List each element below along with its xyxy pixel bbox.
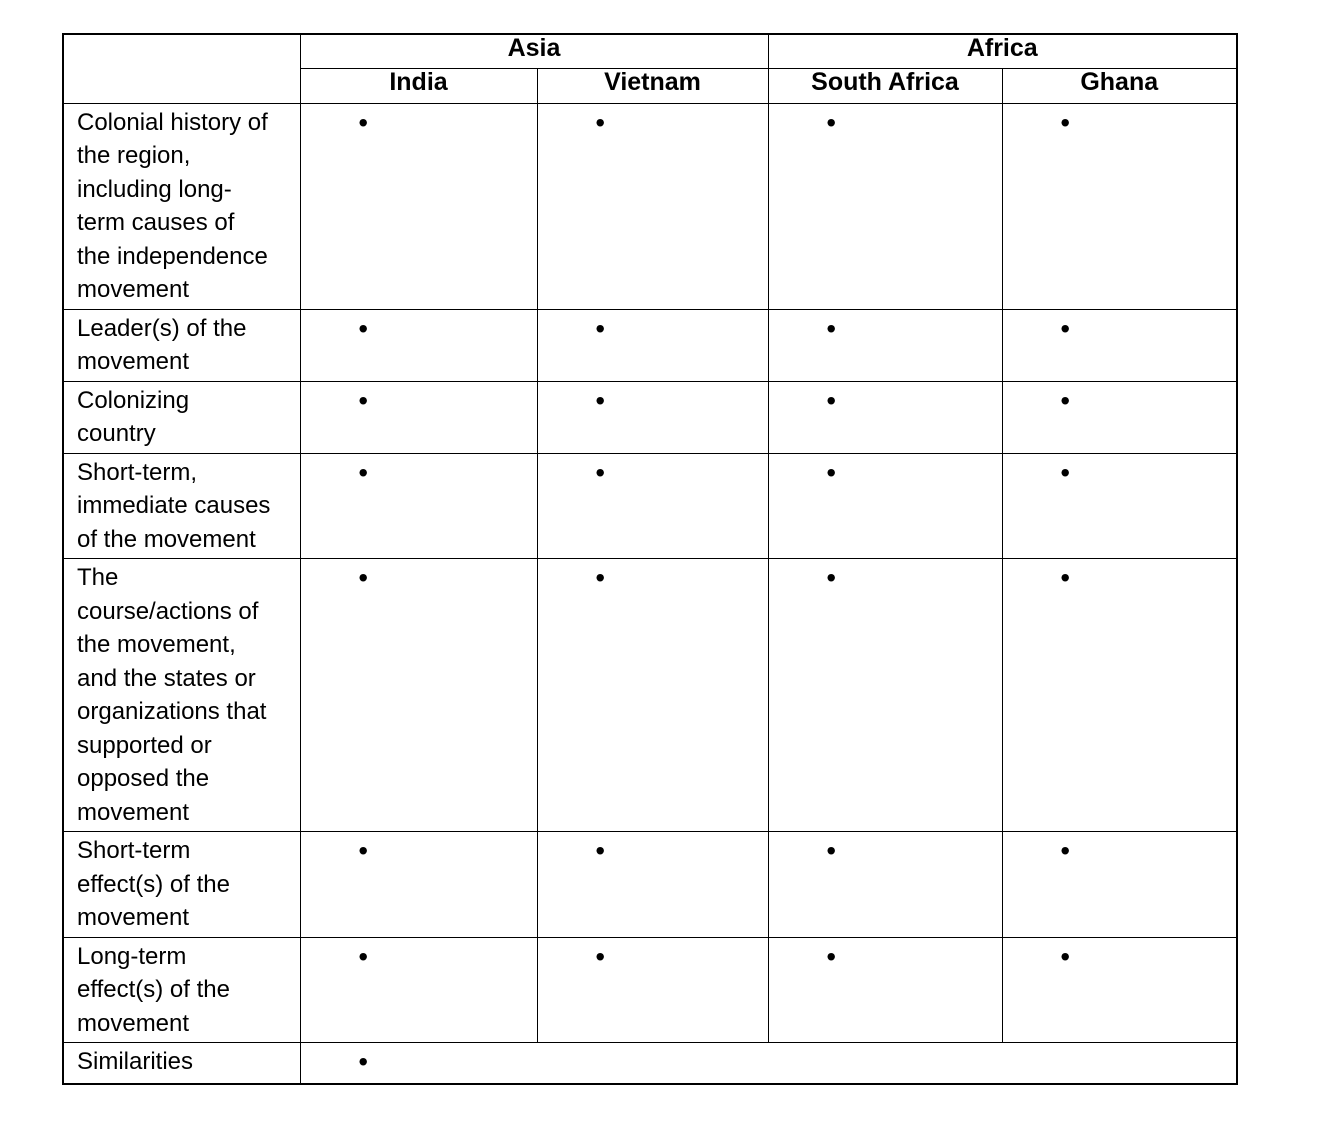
column-header-south-africa: South Africa [768,68,1002,103]
bullet-icon: • [1059,107,1070,139]
bullet-icon: • [357,385,368,417]
bullet-icon: • [594,835,605,867]
cell-colonial-history-vietnam [537,103,768,309]
row-label-colonial-history: Colonial history of the region, including long-term causes of the independence movement [63,103,300,309]
bullet-icon: • [825,941,836,973]
bullet-icon: • [594,941,605,973]
bullet-icon: • [825,313,836,345]
row-label-long-term-effects: Long-term effect(s) of the movement [63,937,300,1043]
row-label-short-term-effects: Short-term effect(s) of the movement [63,832,300,938]
cell-short-term-causes-india [300,453,537,559]
cell-course-actions-south-africa [768,559,1002,832]
cell-colonizing-country-ghana [1002,381,1237,453]
cell-long-term-effects-south-africa [768,937,1002,1043]
bullet-icon: • [825,385,836,417]
table-row [63,1043,1237,1084]
bullet-icon: • [594,107,605,139]
bullet-icon: • [1059,313,1070,345]
bullet-icon: • [1059,385,1070,417]
bullet-icon: • [594,457,605,489]
table-row [63,937,1237,1043]
region-header-africa: Africa [768,34,1237,68]
table-row [63,832,1237,938]
cell-colonial-history-india [300,103,537,309]
bullet-icon: • [1059,457,1070,489]
column-header-vietnam: Vietnam [537,68,768,103]
cell-similarities-merged [300,1043,1237,1084]
cell-long-term-effects-vietnam [537,937,768,1043]
cell-colonizing-country-vietnam [537,381,768,453]
cell-leaders-ghana [1002,309,1237,381]
bullet-icon: • [594,562,605,594]
bullet-icon: • [357,562,368,594]
cell-short-term-causes-south-africa [768,453,1002,559]
bullet-icon: • [1059,835,1070,867]
table-row [63,381,1237,453]
cell-course-actions-india [300,559,537,832]
corner-cell [63,34,300,103]
cell-leaders-south-africa [768,309,1002,381]
cell-short-term-effects-india [300,832,537,938]
cell-leaders-india [300,309,537,381]
bullet-icon: • [825,457,836,489]
cell-short-term-causes-vietnam [537,453,768,559]
column-header-ghana: Ghana [1002,68,1237,103]
row-label-similarities: Similarities [63,1043,300,1084]
bullet-icon: • [594,313,605,345]
region-header-asia: Asia [300,34,768,68]
bullet-icon: • [357,835,368,867]
cell-long-term-effects-ghana [1002,937,1237,1043]
bullet-icon: • [1059,941,1070,973]
cell-course-actions-ghana [1002,559,1237,832]
cell-leaders-vietnam [537,309,768,381]
bullet-icon: • [825,107,836,139]
bullet-icon: • [357,1046,368,1078]
cell-long-term-effects-india [300,937,537,1043]
table-row [63,453,1237,559]
bullet-icon: • [357,941,368,973]
row-label-course-actions: The course/actions of the movement, and the states or organizations that supported or opposed the movement [63,559,300,832]
cell-colonizing-country-india [300,381,537,453]
cell-short-term-effects-vietnam [537,832,768,938]
cell-course-actions-vietnam [537,559,768,832]
table-row [63,103,1237,309]
bullet-icon: • [594,385,605,417]
bullet-icon: • [357,107,368,139]
bullet-icon: • [825,835,836,867]
bullet-icon: • [825,562,836,594]
cell-short-term-effects-south-africa [768,832,1002,938]
bullet-icon: • [1059,562,1070,594]
cell-colonial-history-ghana [1002,103,1237,309]
row-label-short-term-causes: Short-term, immediate causes of the movement [63,453,300,559]
row-label-leaders: Leader(s) of the movement [63,309,300,381]
cell-short-term-effects-ghana [1002,832,1237,938]
cell-short-term-causes-ghana [1002,453,1237,559]
comparison-table [62,33,1238,1085]
column-header-india: India [300,68,537,103]
cell-colonial-history-south-africa [768,103,1002,309]
region-header-row [63,34,1237,68]
row-label-colonizing-country: Colonizing country [63,381,300,453]
table-row [63,559,1237,832]
cell-colonizing-country-south-africa [768,381,1002,453]
bullet-icon: • [357,457,368,489]
table-row [63,309,1237,381]
bullet-icon: • [357,313,368,345]
